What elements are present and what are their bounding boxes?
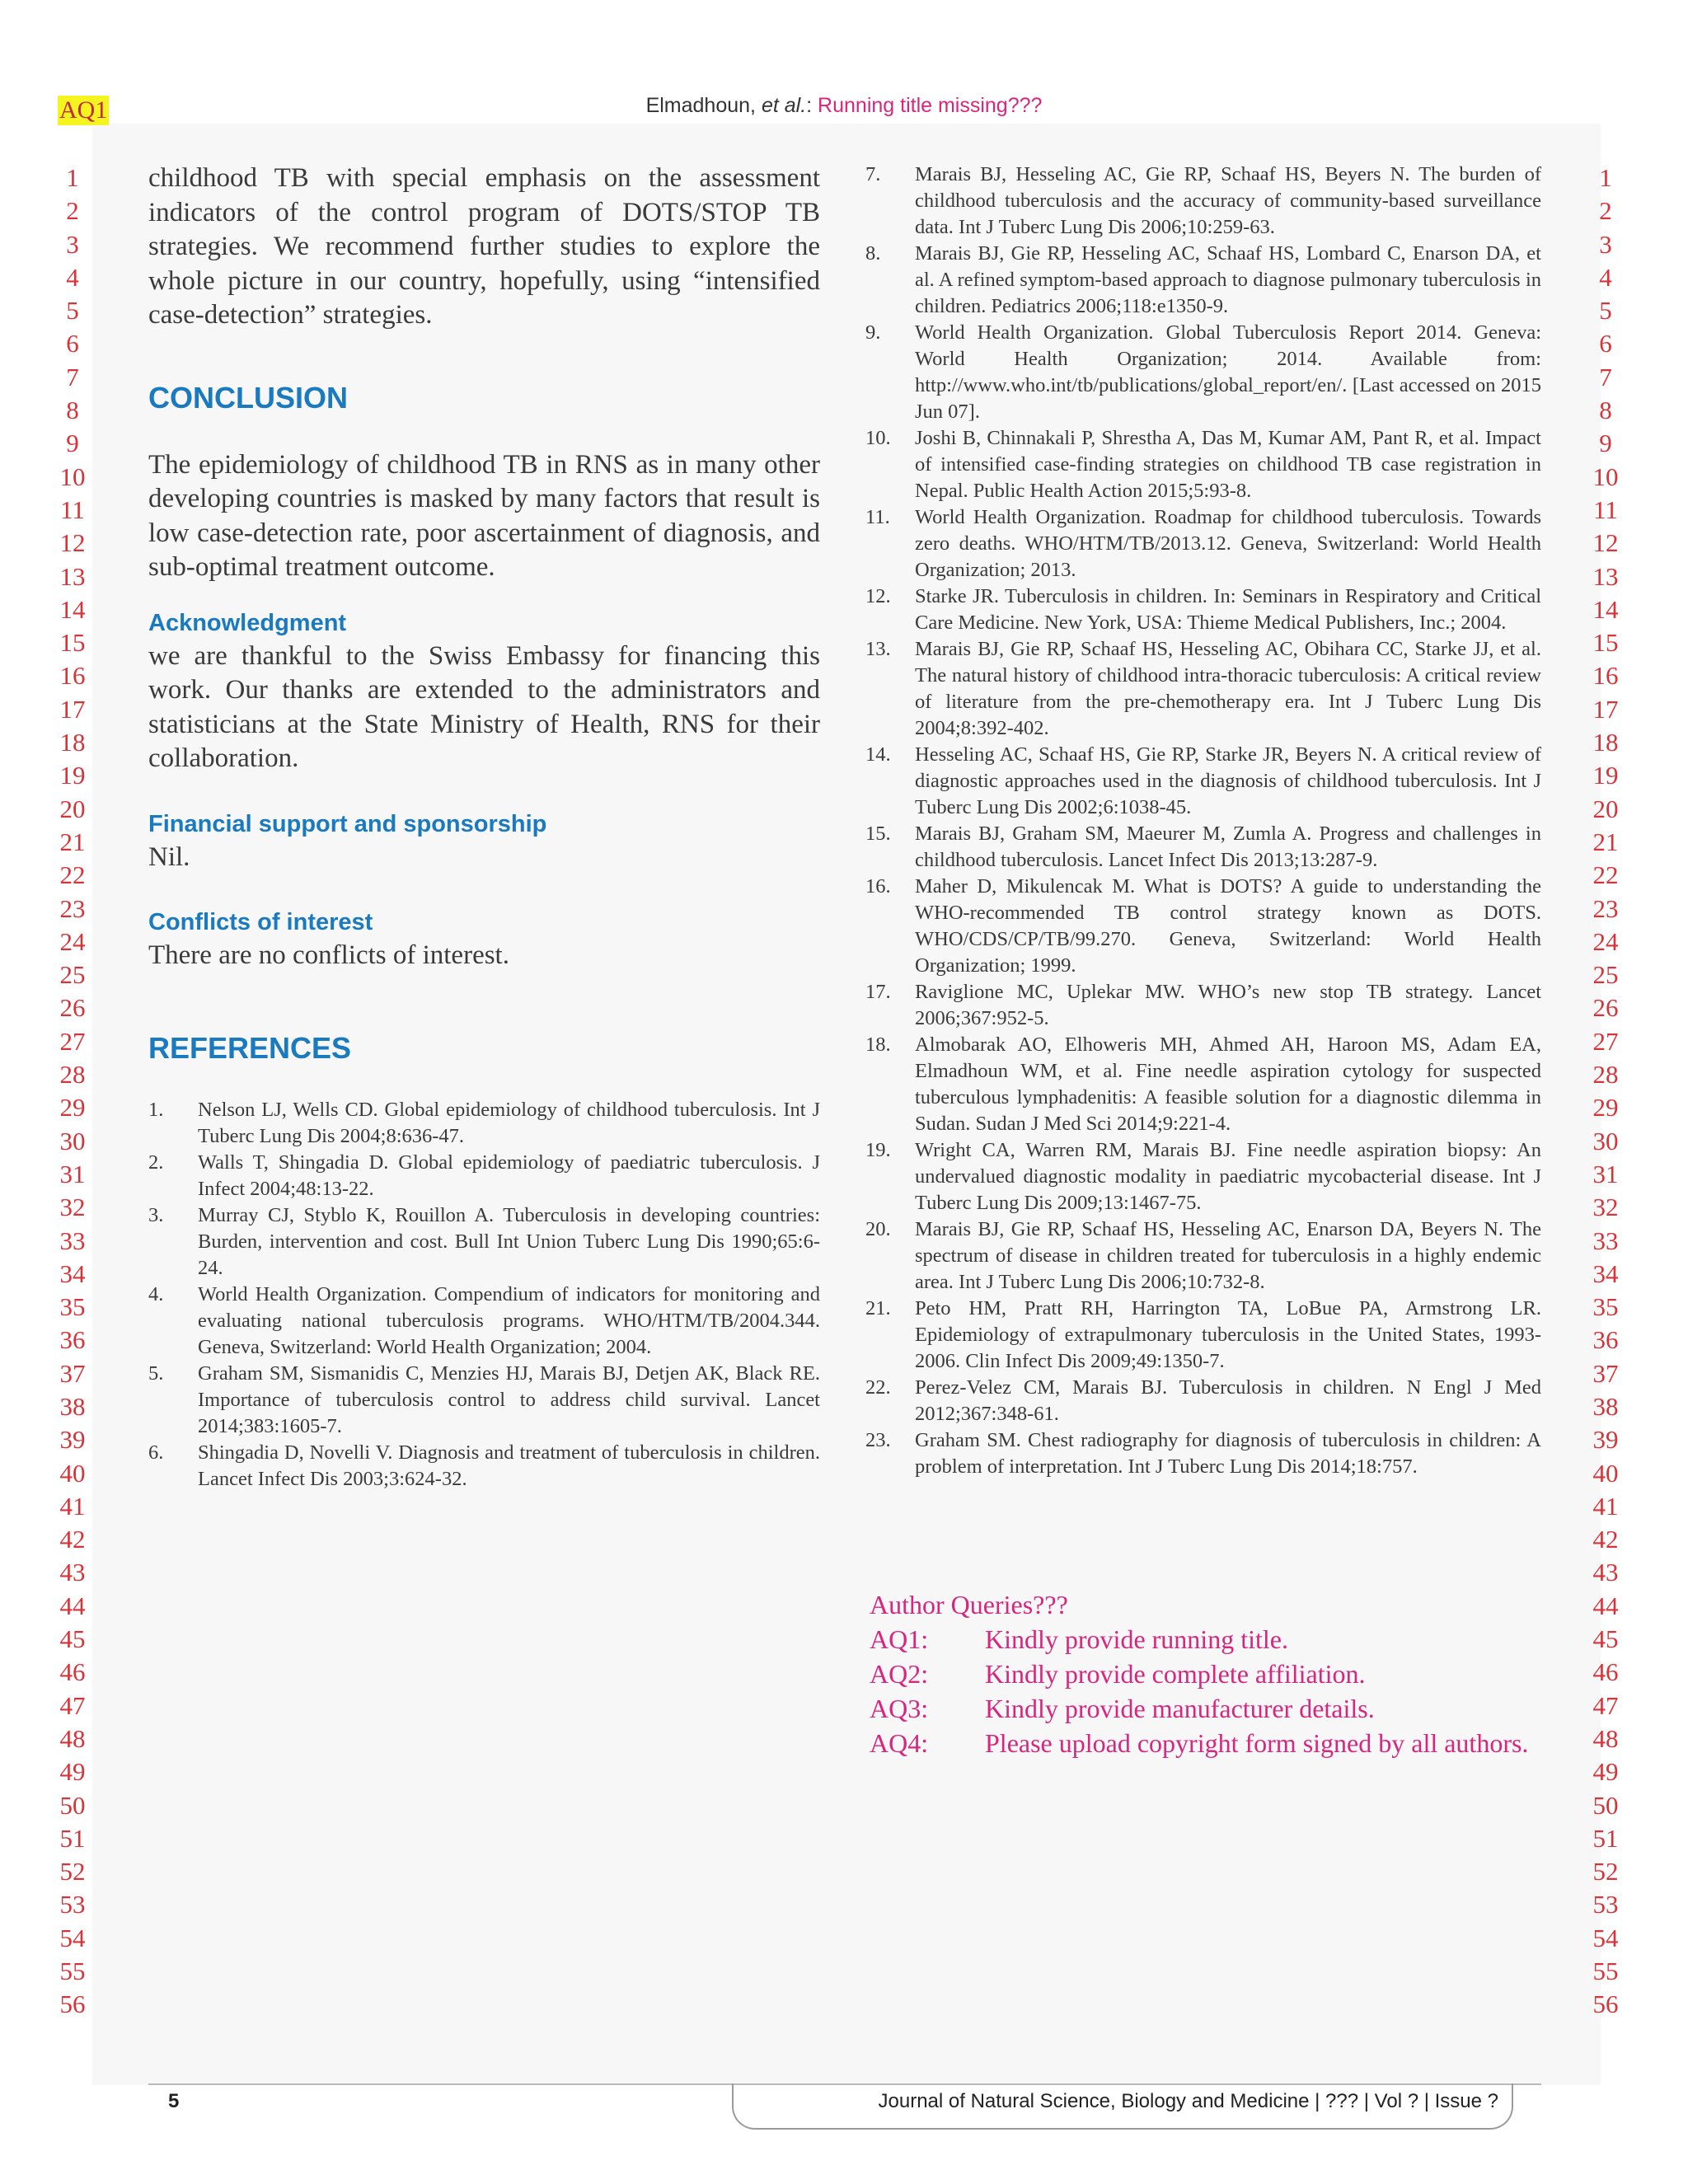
author-query-item	[870, 1622, 1541, 1657]
reference-number: 5.	[148, 1361, 164, 1385]
line-number: 56	[59, 1990, 86, 2019]
reference-text: World Health Organization. Compendium of indicators for monitoring and evaluating national tuberculosis programs. WHO/HTM/TB/2004.344. Geneva, Switzerland: World Health Organization; 2004.	[198, 1282, 820, 1358]
line-number: 30	[1592, 1126, 1619, 1155]
reference-number: 4.	[148, 1282, 164, 1305]
running-head-et-al: et al.	[761, 94, 807, 117]
reference-number: 8.	[865, 242, 881, 265]
reference-text: Joshi B, Chinnakali P, Shrestha A, Das M, Kumar AM, Pant R, et al. Impact of intensified case-finding strategies on childhood TB case registration in Nepal. Public Health Action 2015;5:93-8.	[915, 427, 1541, 502]
line-number: 10	[59, 462, 86, 491]
line-number: 15	[1592, 628, 1619, 658]
line-number: 29	[1592, 1093, 1619, 1122]
reference-number: 16.	[865, 875, 891, 898]
line-number: 9	[1599, 429, 1612, 458]
page-number: 5	[168, 2090, 180, 2112]
line-number: 6	[1599, 329, 1612, 359]
reference-number: 21.	[865, 1297, 891, 1319]
reference-list-left	[148, 1097, 820, 1493]
line-number: 18	[59, 728, 86, 757]
line-numbers-right	[1581, 162, 1630, 2022]
reference-text: Wright CA, Warren RM, Marais BJ. Fine needle aspiration biopsy: An undervalued diagnostic modality in paediatric mycobacterial disease. Int J Tuberc Lung Dis 2009;13:1467-75.	[915, 1139, 1541, 1214]
line-number: 41	[59, 1491, 86, 1521]
line-number: 37	[59, 1358, 86, 1388]
line-number: 1	[66, 163, 79, 192]
line-number: 42	[1592, 1525, 1619, 1554]
line-number: 48	[1592, 1723, 1619, 1753]
line-number: 53	[1592, 1890, 1619, 1919]
reference-text: Starke JR. Tuberculosis in children. In: Seminars in Respiratory and Critical Care Medicine. New York, USA: Thieme Medical Publishers, Inc.; 2004.	[915, 585, 1541, 634]
reference-number: 3.	[148, 1203, 164, 1226]
line-number: 49	[59, 1757, 86, 1787]
reference-text: Peto HM, Pratt RH, Harrington TA, LoBue PA, Armstrong LR. Epidemiology of extrapulmonary tuberculosis in the United States, 1993-2006. Clin Infect Dis 2009;49:1350-7.	[915, 1297, 1541, 1372]
reference-text: Nelson LJ, Wells CD. Global epidemiology of childhood tuberculosis. Int J Tuberc Lung Dis 2004;8:636-47.	[198, 1098, 820, 1147]
conclusion-paragraph: The epidemiology of childhood TB in RNS as in many other developing countries is masked by many factors that result is low case-detection rate, poor ascertainment of diagnosis, and sub-optimal treatment outcome.	[148, 449, 820, 582]
reference-item	[865, 1216, 1541, 1296]
line-number: 49	[1592, 1757, 1619, 1787]
reference-text: Almobarak AO, Elhoweris MH, Ahmed AH, Haroon MS, Adam EA, Elmadhoun WM, et al. Fine needle aspiration cytology for suspected tuberculous lymphadenitis: A feasible solution for a diagnostic dilemma in Sudan. Sudan J Med Sci 2014;9:221-4.	[915, 1033, 1541, 1135]
line-number: 12	[1592, 528, 1619, 558]
reference-number: 10.	[865, 427, 891, 449]
reference-item	[865, 1427, 1541, 1480]
intro-paragraph: childhood TB with special emphasis on the assessment indicators of the control program of DOTS/STOP TB strategies. We recommend further studies to explore the whole picture in our country, hopefully, using “intensified case-detection” strategies.	[148, 163, 820, 330]
reference-item	[865, 320, 1541, 425]
line-number: 2	[1599, 196, 1612, 226]
reference-item	[865, 241, 1541, 320]
reference-item	[865, 1296, 1541, 1375]
line-number: 15	[59, 628, 86, 658]
line-number: 4	[66, 262, 79, 292]
line-number: 32	[59, 1193, 86, 1222]
line-number: 13	[1592, 561, 1619, 591]
reference-item	[148, 1202, 820, 1282]
line-number: 25	[59, 960, 86, 990]
references-heading: REFERENCES	[148, 1030, 352, 1065]
reference-text: Marais BJ, Gie RP, Schaaf HS, Hesseling AC, Enarson DA, Beyers N. The spectrum of disease in children treated for tuberculosis in a highly endemic area. Int J Tuberc Lung Dis 2006;10:732-8.	[915, 1218, 1541, 1293]
reference-item	[865, 821, 1541, 874]
line-number: 36	[59, 1325, 86, 1355]
line-number: 54	[59, 1923, 86, 1952]
line-number: 32	[1592, 1193, 1619, 1222]
line-number: 33	[1592, 1226, 1619, 1255]
author-queries	[870, 1587, 1541, 1760]
journal-info: Journal of Natural Science, Biology and Medicine | ??? | Vol ? | Issue ?	[878, 2090, 1498, 2112]
reference-text: Maher D, Mikulencak M. What is DOTS? A guide to understanding the WHO-recommended TB control strategy known as DOTS. WHO/CDS/CP/TB/99.270. Geneva, Switzerland: World Health Organization; 1999.	[915, 875, 1541, 977]
reference-number: 14.	[865, 743, 891, 766]
line-number: 36	[1592, 1325, 1619, 1355]
author-query-label: AQ1:	[870, 1624, 929, 1654]
line-number: 55	[1592, 1957, 1619, 1986]
reference-item	[148, 1282, 820, 1361]
line-number: 54	[1592, 1923, 1619, 1952]
author-query-item	[870, 1691, 1541, 1726]
author-query-label: AQ4:	[870, 1728, 929, 1758]
line-number: 40	[59, 1458, 86, 1488]
acknowledgment-paragraph: we are thankful to the Swiss Embassy for financing this work. Our thanks are extended to the administrators and statisticians at the State Ministry of Health, RNS for their collaboration.	[148, 640, 820, 773]
line-number: 38	[59, 1391, 86, 1421]
line-number: 16	[59, 661, 86, 691]
line-number: 33	[59, 1226, 86, 1255]
line-number: 44	[59, 1591, 86, 1620]
line-number: 11	[1593, 494, 1618, 524]
reference-item	[865, 1032, 1541, 1137]
line-number: 45	[59, 1624, 86, 1654]
line-number: 55	[59, 1957, 86, 1986]
reference-number: 11.	[865, 506, 890, 528]
author-queries-list	[870, 1622, 1541, 1760]
line-number: 37	[1592, 1358, 1619, 1388]
line-number: 26	[59, 993, 86, 1023]
author-query-text: Please upload copyright form signed by all authors.	[985, 1728, 1529, 1758]
line-number: 35	[59, 1292, 86, 1322]
line-number: 34	[59, 1258, 86, 1288]
line-number: 24	[59, 926, 86, 956]
reference-number: 15.	[865, 823, 891, 845]
reference-text: Marais BJ, Hesseling AC, Gie RP, Schaaf HS, Beyers N. The burden of childhood tuberculosis and the accuracy of community-based surveillance data. Int J Tuberc Lung Dis 2006;10:259-63.	[915, 163, 1541, 238]
line-number: 28	[1592, 1060, 1619, 1090]
line-number: 24	[1592, 926, 1619, 956]
reference-number: 18.	[865, 1033, 891, 1056]
line-number: 7	[1599, 362, 1612, 391]
line-number: 52	[1592, 1857, 1619, 1886]
line-number: 9	[66, 429, 79, 458]
running-head	[0, 94, 1688, 118]
reference-text: Hesseling AC, Schaaf HS, Gie RP, Starke JR, Beyers N. A critical review of diagnostic approaches used in the diagnosis of childhood tuberculosis. Int J Tuberc Lung Dis 2002;6:1038-45.	[915, 743, 1541, 818]
line-number: 30	[59, 1126, 86, 1155]
line-number: 25	[1592, 960, 1619, 990]
running-head-authors: Elmadhoun,	[645, 94, 762, 117]
reference-item	[865, 425, 1541, 504]
reference-item	[865, 979, 1541, 1032]
line-number: 50	[59, 1790, 86, 1820]
line-number: 42	[59, 1525, 86, 1554]
line-number: 13	[59, 561, 86, 591]
line-number: 27	[59, 1026, 86, 1056]
line-number: 50	[1592, 1790, 1619, 1820]
reference-item	[148, 1097, 820, 1150]
line-number: 43	[59, 1558, 86, 1587]
author-queries-title: Author Queries???	[870, 1590, 1068, 1619]
reference-item	[865, 583, 1541, 636]
line-number: 20	[1592, 794, 1619, 823]
line-number: 7	[66, 362, 79, 391]
line-number: 2	[66, 196, 79, 226]
line-number: 31	[59, 1159, 86, 1188]
line-number: 56	[1592, 1990, 1619, 2019]
running-head-colon: :	[806, 94, 818, 117]
line-number: 52	[59, 1857, 86, 1886]
line-number: 35	[1592, 1292, 1619, 1322]
line-number: 17	[1592, 694, 1619, 724]
author-query-label: AQ2:	[870, 1659, 929, 1689]
reference-item	[148, 1440, 820, 1493]
reference-number: 19.	[865, 1139, 891, 1161]
line-number: 53	[59, 1890, 86, 1919]
line-number: 48	[59, 1723, 86, 1753]
author-query-item	[870, 1726, 1541, 1760]
line-number: 8	[1599, 396, 1612, 425]
reference-number: 17.	[865, 981, 891, 1003]
line-number: 17	[59, 694, 86, 724]
line-number: 5	[66, 296, 79, 326]
line-number: 22	[59, 860, 86, 890]
reference-text: Shingadia D, Novelli V. Diagnosis and treatment of tuberculosis in children. Lancet Infect Dis 2003;3:624-32.	[198, 1441, 820, 1490]
reference-list-right	[865, 162, 1541, 1480]
line-number: 12	[59, 528, 86, 558]
conflicts-heading: Conflicts of interest	[148, 909, 373, 935]
reference-item	[865, 742, 1541, 821]
line-number: 41	[1592, 1491, 1619, 1521]
line-number: 4	[1599, 262, 1612, 292]
financial-support-heading: Financial support and sponsorship	[148, 810, 547, 837]
financial-support-text: Nil.	[148, 841, 190, 872]
line-number: 27	[1592, 1026, 1619, 1056]
reference-number: 2.	[148, 1151, 164, 1174]
author-query-marker[interactable]: AQ1	[59, 96, 108, 124]
reference-text: World Health Organization. Roadmap for childhood tuberculosis. Towards zero deaths. WHO/HTM/TB/2013.12. Geneva, Switzerland: World Health Organization; 2013.	[915, 506, 1541, 581]
line-number: 10	[1592, 462, 1619, 491]
line-number: 18	[1592, 728, 1619, 757]
line-number: 19	[1592, 761, 1619, 790]
line-number: 51	[59, 1823, 86, 1853]
line-number: 21	[59, 827, 86, 856]
line-number: 46	[1592, 1657, 1619, 1687]
line-number: 43	[1592, 1558, 1619, 1587]
line-number: 45	[1592, 1624, 1619, 1654]
line-number: 46	[59, 1657, 86, 1687]
line-number: 6	[66, 329, 79, 359]
line-number: 21	[1592, 827, 1619, 856]
line-number: 5	[1599, 296, 1612, 326]
reference-text: Walls T, Shingadia D. Global epidemiology of paediatric tuberculosis. J Infect 2004;48:13-22.	[198, 1151, 820, 1200]
reference-item	[865, 874, 1541, 979]
conclusion-heading: CONCLUSION	[148, 380, 348, 415]
line-number: 22	[1592, 860, 1619, 890]
line-number: 11	[60, 494, 85, 524]
author-query-text: Kindly provide manufacturer details.	[985, 1694, 1375, 1723]
line-number: 26	[1592, 993, 1619, 1023]
reference-number: 20.	[865, 1218, 891, 1240]
author-query-label: AQ3:	[870, 1694, 929, 1723]
reference-text: Marais BJ, Gie RP, Schaaf HS, Hesseling AC, Obihara CC, Starke JJ, et al. The natural history of childhood intra-thoracic tuberculosis: A critical review of literature from the pre-chemotherapy era. Int J Tuberc Lung Dis 2004;8:392-402.	[915, 638, 1541, 739]
line-numbers-left	[48, 162, 97, 2022]
line-number: 40	[1592, 1458, 1619, 1488]
line-number: 39	[59, 1425, 86, 1455]
line-number: 44	[1592, 1591, 1619, 1620]
reference-item	[148, 1150, 820, 1202]
reference-number: 7.	[865, 163, 881, 185]
line-number: 3	[66, 229, 79, 259]
line-number: 19	[59, 761, 86, 790]
reference-item	[865, 1137, 1541, 1216]
reference-text: Graham SM. Chest radiography for diagnosis of tuberculosis in children: A problem of interpretation. Int J Tuberc Lung Dis 2014;18:757.	[915, 1429, 1541, 1478]
reference-text: Graham SM, Sismanidis C, Menzies HJ, Marais BJ, Detjen AK, Black RE. Importance of tuberculosis control to address child survival. Lancet 2014;383:1605-7.	[198, 1361, 820, 1437]
line-number: 14	[1592, 594, 1619, 624]
line-number: 51	[1592, 1823, 1619, 1853]
line-number: 20	[59, 794, 86, 823]
line-number: 31	[1592, 1159, 1619, 1188]
reference-text: World Health Organization. Global Tuberculosis Report 2014. Geneva: World Health Organization; 2014. Available from: http://www.who.int/tb/publications/global_report/en/. [Last accessed on 2015 Jun 07].	[915, 321, 1541, 423]
reference-item	[865, 636, 1541, 742]
left-column	[148, 162, 820, 1493]
reference-number: 9.	[865, 321, 881, 344]
acknowledgment-heading: Acknowledgment	[148, 609, 347, 636]
line-number: 34	[1592, 1258, 1619, 1288]
line-number: 1	[1599, 163, 1612, 192]
reference-item	[865, 1375, 1541, 1427]
reference-number: 1.	[148, 1098, 164, 1121]
reference-number: 22.	[865, 1376, 891, 1399]
line-number: 8	[66, 396, 79, 425]
line-number: 47	[59, 1690, 86, 1720]
line-number: 16	[1592, 661, 1619, 691]
line-number: 38	[1592, 1391, 1619, 1421]
line-number: 23	[1592, 893, 1619, 923]
author-query-text: Kindly provide complete affiliation.	[985, 1659, 1366, 1689]
reference-number: 12.	[865, 585, 891, 607]
reference-text: Perez-Velez CM, Marais BJ. Tuberculosis in children. N Engl J Med 2012;367:348-61.	[915, 1376, 1541, 1425]
reference-number: 6.	[148, 1441, 164, 1464]
line-number: 3	[1599, 229, 1612, 259]
line-number: 23	[59, 893, 86, 923]
reference-number: 13.	[865, 638, 891, 660]
reference-item	[865, 162, 1541, 241]
reference-text: Murray CJ, Styblo K, Rouillon A. Tuberculosis in developing countries: Burden, intervention and cost. Bull Int Union Tuberc Lung Dis 1990;65:6-24.	[198, 1203, 820, 1279]
line-number: 39	[1592, 1425, 1619, 1455]
line-number: 47	[1592, 1690, 1619, 1720]
reference-text: Raviglione MC, Uplekar MW. WHO’s new stop TB strategy. Lancet 2006;367:952-5.	[915, 981, 1541, 1029]
reference-number: 23.	[865, 1429, 891, 1451]
reference-item	[148, 1361, 820, 1440]
reference-text: Marais BJ, Graham SM, Maeurer M, Zumla A. Progress and challenges in childhood tuberculosis. Lancet Infect Dis 2013;13:287-9.	[915, 823, 1541, 871]
right-column	[865, 162, 1541, 1480]
author-query-item	[870, 1657, 1541, 1691]
running-title-missing: Running title missing???	[818, 94, 1043, 117]
author-query-text: Kindly provide running title.	[985, 1624, 1288, 1654]
conflicts-text: There are no conflicts of interest.	[148, 940, 509, 970]
line-number: 29	[59, 1093, 86, 1122]
reference-text: Marais BJ, Gie RP, Hesseling AC, Schaaf HS, Lombard C, Enarson DA, et al. A refined symptom-based approach to diagnose pulmonary tuberculosis in children. Pediatrics 2006;118:e1350-9.	[915, 242, 1541, 317]
line-number: 28	[59, 1060, 86, 1090]
reference-item	[865, 504, 1541, 583]
line-number: 14	[59, 594, 86, 624]
